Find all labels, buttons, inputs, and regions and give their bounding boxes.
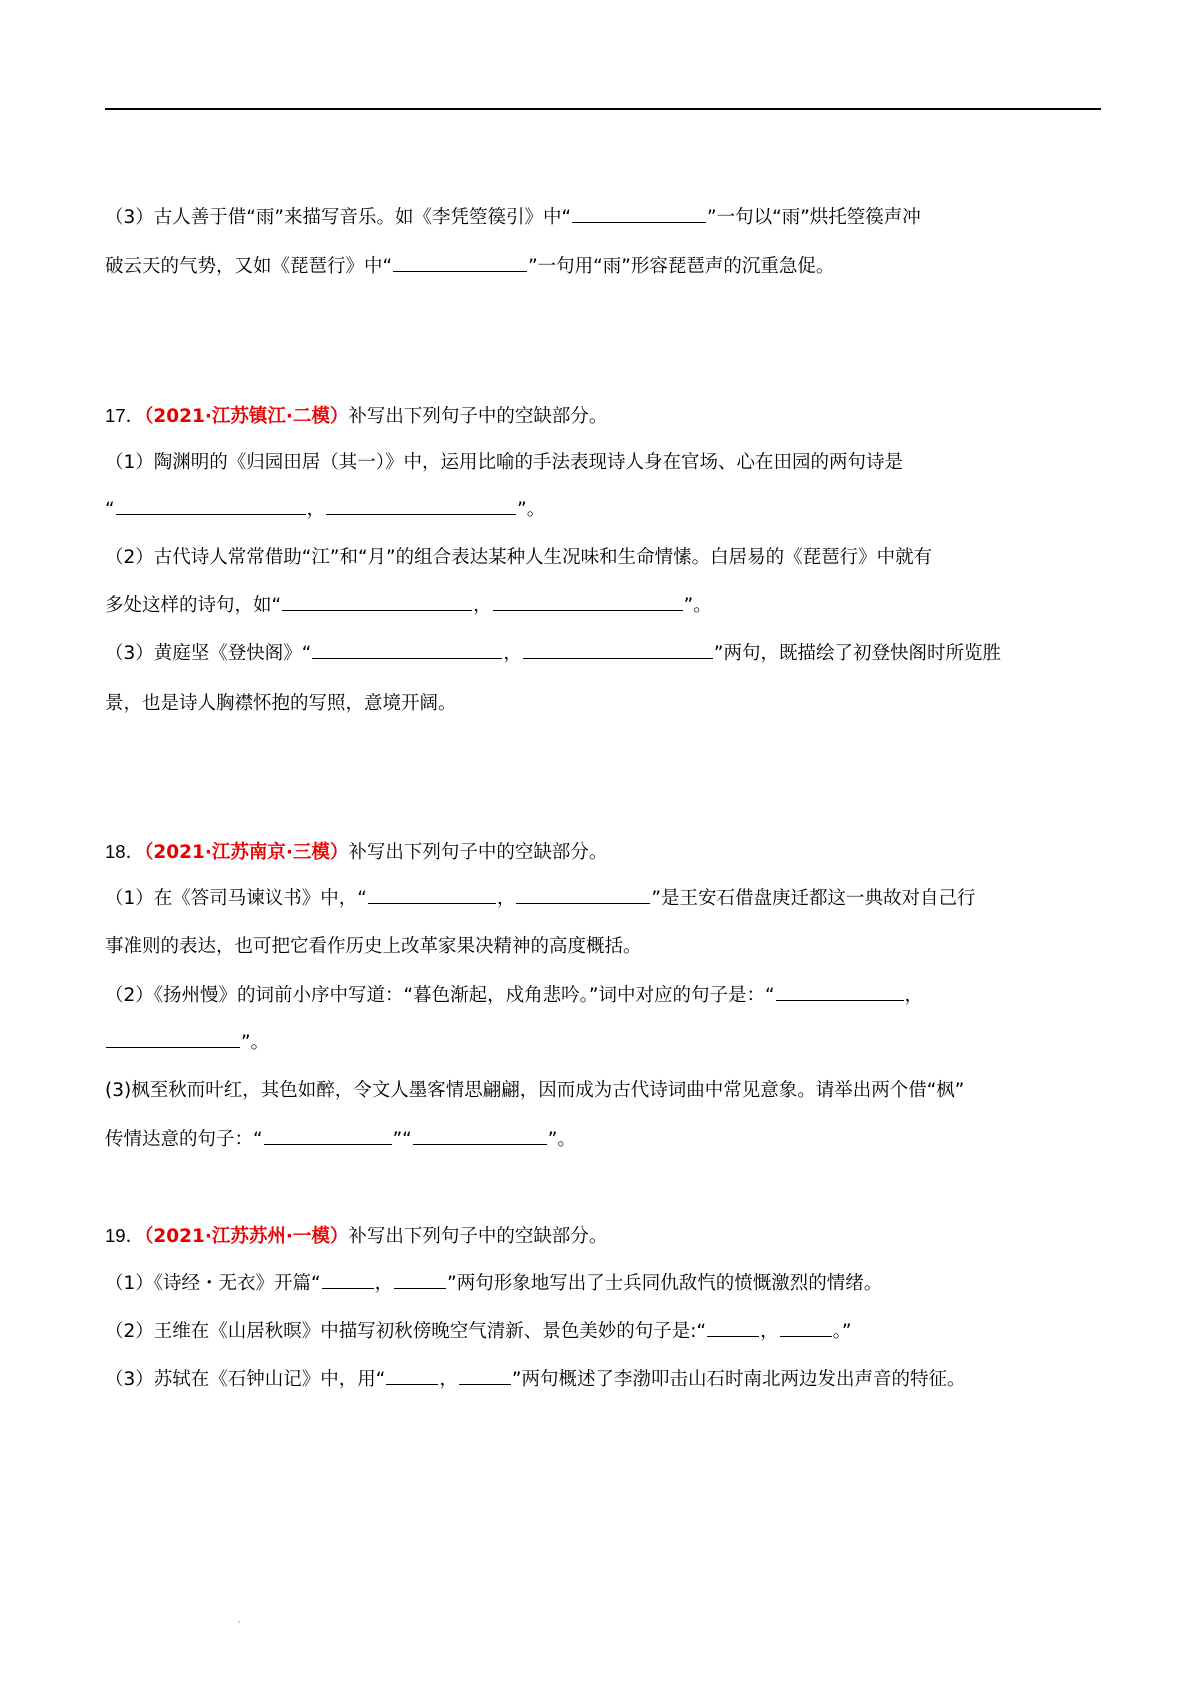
q19-p1: （1）《诗经・无衣》开篇“ ， ”两句形象地写出了士兵同仇敌忾的愤慨激烈的情绪。 bbox=[105, 1270, 1105, 1298]
header-rule bbox=[105, 108, 1101, 110]
answer-blank[interactable] bbox=[322, 1270, 374, 1289]
answer-blank[interactable] bbox=[572, 204, 706, 223]
q18-p1-line-1: （1）在《答司马谏议书》中，“ ， ”是王安石借盘庚迁都这一典故对自己行 bbox=[105, 885, 1105, 913]
answer-blank[interactable] bbox=[516, 885, 650, 904]
q19-heading bbox=[105, 1222, 1105, 1250]
answer-blank[interactable] bbox=[264, 1126, 392, 1145]
answer-blank[interactable] bbox=[393, 253, 527, 272]
q18-p2-line-2: ”。 bbox=[105, 1029, 1105, 1057]
q17-p1-line-1: （1）陶渊明的《归园田居（其一）》中，运用比喻的手法表现诗人身在官场、心在田园的两句诗是 bbox=[105, 452, 904, 473]
q17-p3-line-1: （3）黄庭坚《登快阁》“ ， ”两句，既描绘了初登快阁时所览胜 bbox=[105, 640, 1105, 668]
answer-blank[interactable] bbox=[386, 1366, 438, 1385]
question-source: （2021·江苏苏州·一模） bbox=[144, 1226, 349, 1247]
prev-item-line-1: （3）古人善于借“雨”来描写音乐。如《李凭箜篌引》中“ ”一句以“雨”烘托箜篌声冲 bbox=[105, 204, 1105, 232]
question-number: 19． bbox=[105, 1225, 145, 1246]
question-number: 18． bbox=[105, 841, 145, 862]
question-prompt: 补写出下列句子中的空缺部分。 bbox=[348, 842, 608, 863]
prev-item-line-2: 破云天的气势，又如《琵琶行》中“ ”一句用“雨”形容琵琶声的沉重急促。 bbox=[105, 253, 1105, 281]
q17-p2-line-1: （2）古代诗人常常借助“江”和“月”的组合表达某种人生况味和生命情愫。白居易的《琵琶行》中就有 bbox=[105, 547, 933, 568]
answer-blank[interactable] bbox=[116, 496, 306, 515]
question-source: （2021·江苏南京·三模） bbox=[144, 842, 349, 863]
answer-blank[interactable] bbox=[780, 1318, 832, 1337]
q18-p2-line-1: （2）《扬州慢》的词前小序中写道：“暮色渐起，戍角悲吟。”词中对应的句子是：“ ， bbox=[105, 982, 1105, 1010]
answer-blank[interactable] bbox=[312, 640, 502, 659]
q17-p1-line-2: “ ， ”。 bbox=[105, 496, 1105, 524]
scan-speck bbox=[238, 1621, 240, 1623]
answer-blank[interactable] bbox=[282, 592, 472, 611]
q18-p3-line-2: 传情达意的句子：“ ”“ ”。 bbox=[105, 1126, 1105, 1154]
answer-blank[interactable] bbox=[776, 982, 904, 1001]
q17-p2-line-2: 多处这样的诗句，如“ ， ”。 bbox=[105, 592, 1105, 620]
answer-blank[interactable] bbox=[106, 1029, 240, 1048]
answer-blank[interactable] bbox=[413, 1126, 547, 1145]
answer-blank[interactable] bbox=[368, 885, 496, 904]
q18-heading bbox=[105, 838, 1105, 866]
q17-p3-line-2: 景，也是诗人胸襟怀抱的写照，意境开阔。 bbox=[105, 693, 457, 714]
answer-blank[interactable] bbox=[326, 496, 516, 515]
answer-blank[interactable] bbox=[459, 1366, 511, 1385]
q19-p2: （2）王维在《山居秋暝》中描写初秋傍晚空气清新、景色美妙的句子是:“ ， 。” bbox=[105, 1318, 1105, 1346]
q17-heading bbox=[105, 402, 1105, 430]
question-prompt: 补写出下列句子中的空缺部分。 bbox=[348, 406, 608, 427]
q18-p1-line-2: 事准则的表达，也可把它看作历史上改革家果决精神的高度概括。 bbox=[105, 936, 642, 957]
answer-blank[interactable] bbox=[523, 640, 713, 659]
question-source: （2021·江苏镇江·二模） bbox=[144, 406, 349, 427]
answer-blank[interactable] bbox=[394, 1270, 446, 1289]
question-number: 17． bbox=[105, 405, 145, 426]
question-prompt: 补写出下列句子中的空缺部分。 bbox=[348, 1226, 608, 1247]
answer-blank[interactable] bbox=[493, 592, 683, 611]
answer-blank[interactable] bbox=[707, 1318, 759, 1337]
q18-p3-line-1: (3)枫至秋而叶红，其色如醉，令文人墨客情思翩翩，因而成为古代诗词曲中常见意象。请举出两个借“枫” bbox=[105, 1080, 965, 1101]
q19-p3: （3）苏轼在《石钟山记》中，用“ ， ”两句概述了李渤叩击山石时南北两边发出声音的特征。 bbox=[105, 1366, 1105, 1394]
